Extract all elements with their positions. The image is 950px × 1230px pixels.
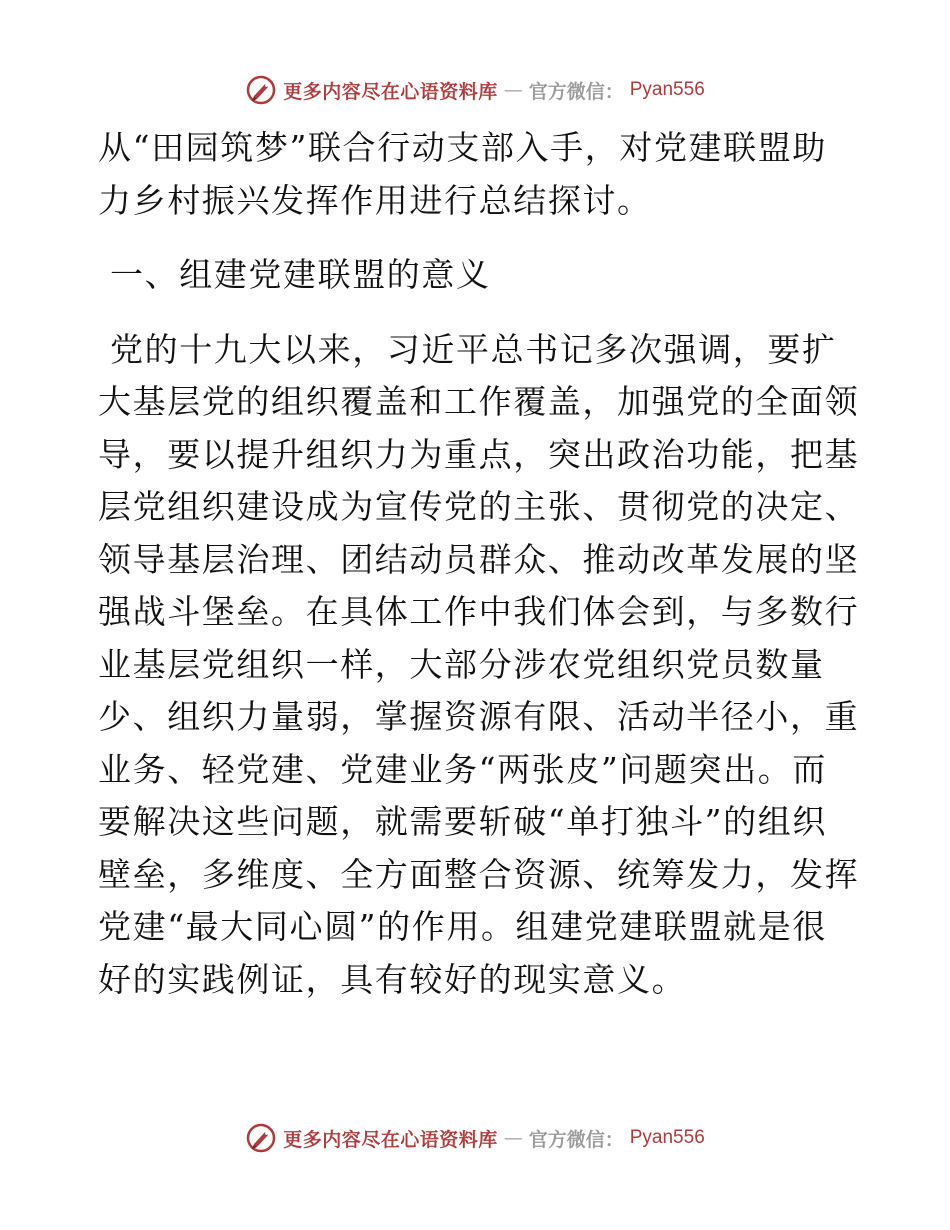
header-banner: [0, 70, 950, 110]
banner-separator: —: [503, 1127, 523, 1149]
text-line: 党建“最大同心圆”的作用。组建党建联盟就是很: [98, 907, 827, 946]
banner-brand-text: 更多内容尽在心语资料库: [283, 1128, 498, 1151]
banner-wechat-id: Pyan556: [629, 79, 705, 100]
text-line: 从“田园筑梦”联合行动支部入手，对党建联盟助: [98, 128, 827, 167]
text-line: 业基层党组织一样，大部分涉农党组织党员数量: [98, 644, 825, 684]
banner-official-label: 官方微信：: [528, 1128, 624, 1151]
text-line: 好的实践例证，具有较好的现实意义。: [98, 959, 687, 999]
banner-wechat-id: Pyan556: [629, 1127, 705, 1148]
body-paragraph: [98, 324, 858, 1007]
banner-brand-text: 更多内容尽在心语资料库: [283, 80, 498, 103]
banner-official-label: 官方微信：: [528, 80, 624, 103]
intro-paragraph: [98, 122, 858, 227]
text-line: 领导基层治理、团结动员群众、推动改革发展的坚: [98, 539, 860, 579]
banner-separator: —: [503, 79, 523, 101]
text-line: 大基层党的组织覆盖和工作覆盖，加强党的全面领: [98, 382, 860, 421]
section-heading: 一、组建党建联盟的意义: [110, 255, 491, 294]
text-line: 层党组织建设成为宣传党的主张、贯彻党的决定、: [98, 487, 860, 526]
text-line: 要解决这些问题，就需要斩破“单打独斗”的组织: [98, 802, 827, 841]
text-line: 力乡村振兴发挥作用进行总结探讨。: [98, 180, 652, 220]
text-line: 业务、轻党建、党建业务“两张皮”问题突出。而: [98, 749, 827, 789]
pen-logo-icon: [245, 74, 277, 106]
text-line: 少、组织力量弱，掌握资源有限、活动半径小，重: [98, 697, 860, 736]
text-line: 党的十九大以来，习近平总书记多次强调，要扩: [110, 329, 837, 369]
document-body: [98, 122, 858, 1006]
text-line: 强战斗堡垒。在具体工作中我们体会到，与多数行: [98, 592, 860, 631]
footer-banner: [0, 1118, 950, 1158]
pen-logo-icon: [245, 1122, 277, 1154]
text-line: 导，要以提升组织力为重点，突出政治功能，把基: [98, 434, 860, 474]
text-line: 壁垒，多维度、全方面整合资源、统筹发力，发挥: [98, 854, 860, 894]
